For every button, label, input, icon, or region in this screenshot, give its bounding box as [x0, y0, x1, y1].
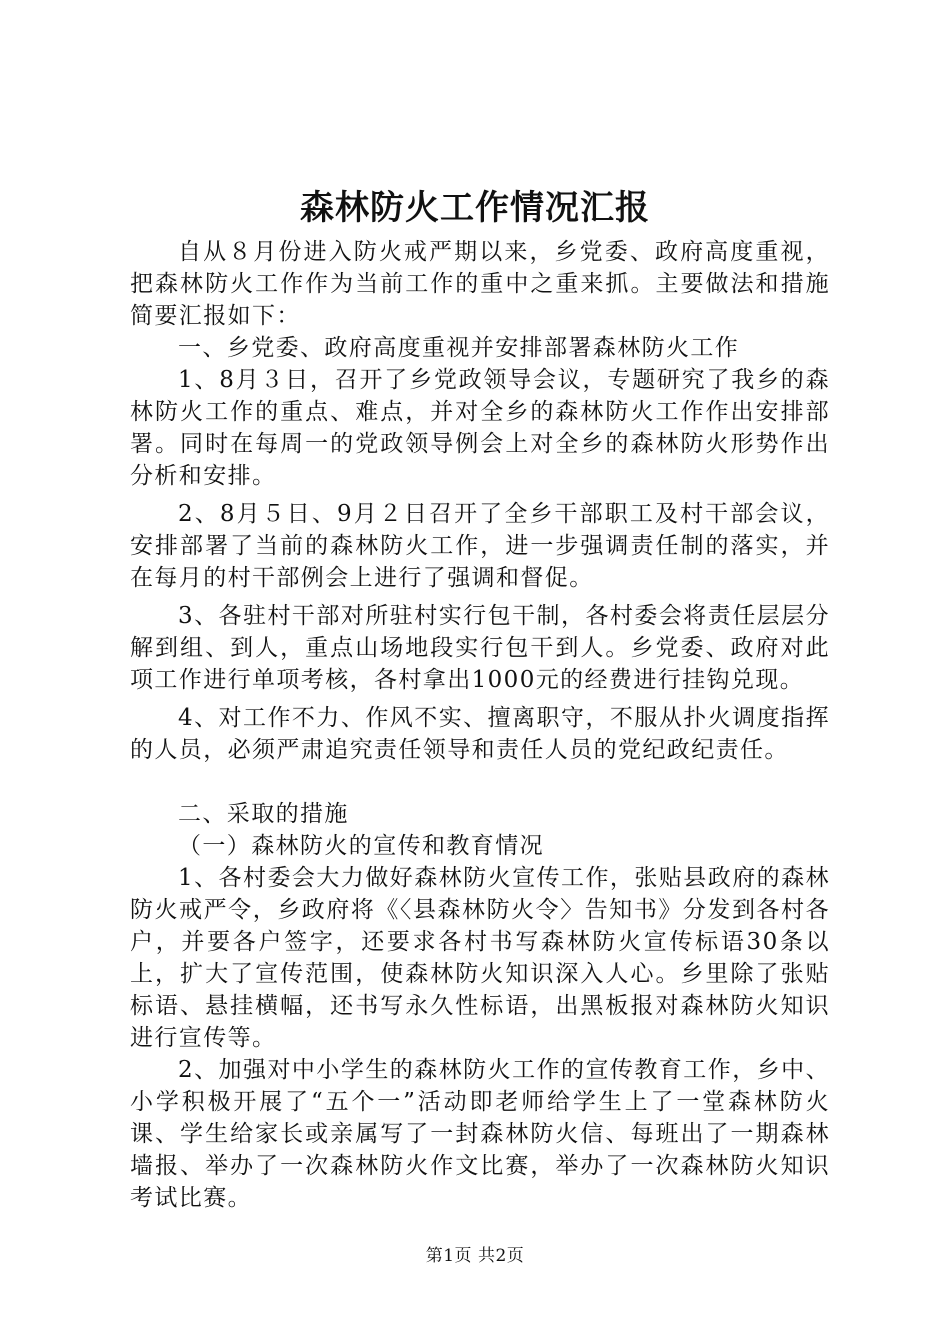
document-title: 森林防火工作情况汇报	[300, 188, 650, 228]
page-footer: 第1页 共2页	[425, 1246, 525, 1266]
section-2-heading: 二、采取的措施	[178, 801, 349, 827]
section-1-item-1: 1、8月３日，召开了乡党政领导会议，专题研究了我乡的森林防火工作的重点、难点，并对全乡的森林防火工作作出安排部署。同时在每周一的党政领导例会上对全乡的森林防火形势作出分析和安排。	[130, 367, 830, 489]
section-1-heading: 一、乡党委、政府高度重视并安排部署森林防火工作	[178, 335, 740, 361]
subsection-1-heading: （一）森林防火的宣传和教育情况	[178, 833, 544, 859]
intro-paragraph: 自从８月份进入防火戒严期以来，乡党委、政府高度重视，把森林防火工作作为当前工作的重中之重来抓。主要做法和措施简要汇报如下：	[130, 239, 830, 329]
section-1-item-3: 3、各驻村干部对所驻村实行包干制，各村委会将责任层层分解到组、到人，重点山场地段实行包干到人。乡党委、政府对此项工作进行单项考核，各村拿出1000元的经费进行挂钩兑现。	[130, 603, 830, 693]
blank-line	[130, 766, 830, 798]
document-body	[130, 236, 830, 1214]
section-1-item-2: 2、8月５日、9月２日召开了全乡干部职工及村干部会议，安排部署了当前的森林防火工作，进一步强调责任制的落实，并在每月的村干部例会上进行了强调和督促。	[130, 501, 830, 591]
section-1-item-4: 4、对工作不力、作风不实、擅离职守，不服从扑火调度指挥的人员，必须严肃追究责任领导和责任人员的党纪政纪责任。	[130, 705, 830, 763]
subsection-1-item-2: 2、加强对中小学生的森林防火工作的宣传教育工作，乡中、小学积极开展了“五个一”活动即老师给学生上了一堂森林防火课、学生给家长或亲属写了一封森林防火信、每班出了一期森林墙报、举办了一次森林防火作文比赛，举办了一次森林防火知识考试比赛。	[130, 1057, 830, 1211]
subsection-1-item-1: 1、各村委会大力做好森林防火宣传工作，张贴县政府的森林防火戒严令，乡政府将《〈县森林防火令〉告知书》分发到各村各户，并要各户签字，还要求各村书写森林防火宣传标语30条以上，扩大了宣传范围，使森林防火知识深入人心。乡里除了张贴标语、悬挂横幅，还书写永久性标语，出黑板报对森林防火知识进行宣传等。	[130, 865, 830, 1051]
